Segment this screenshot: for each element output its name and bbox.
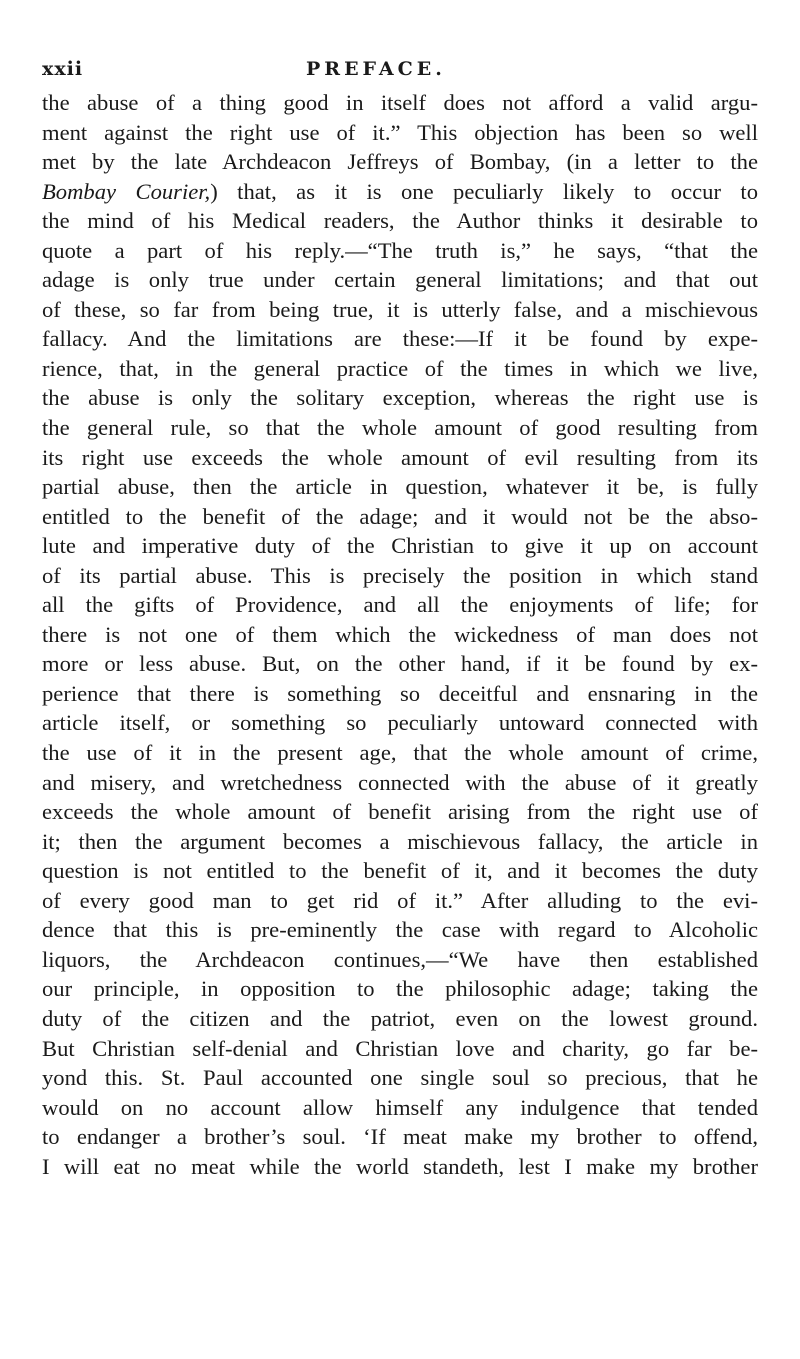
text-line: of these, so far from being true, it is utterly false, and a mischievous [42,296,758,322]
text-line: question is not entitled to the benefit of it, and it becomes the duty [42,858,758,884]
text-line: I will eat no meat while the world standeth, lest I make my brother [42,1153,758,1179]
text-line: met by the late Archdeacon Jeffreys of Bombay, (in a letter to the [42,149,758,175]
page-number: xxii [42,58,84,80]
text-line: perience that there is something so deceitful and ensnaring in the [42,680,758,706]
running-head [42,58,762,88]
text-line: article itself, or something so peculiarly untoward connected with [42,710,758,736]
text-line: more or less abuse. But, on the other hand, if it be found by ex- [42,651,758,677]
text-line: the abuse is only the solitary exception, whereas the right use is [42,385,758,411]
text-line: But Christian self-denial and Christian love and charity, go far be- [42,1035,758,1061]
text-line: the abuse of a thing good in itself does not afford a valid argu- [42,90,758,115]
text-line: there is not one of them which the wickedness of man does not [42,621,758,647]
text-line-rest: ) that, as it is one peculiarly likely to occur to [210,178,758,204]
text-line: dence that this is pre-eminently the case with regard to Alcoholic [42,917,758,943]
text-line: ment against the right use of it.” This objection has been so well [42,119,758,145]
text-line: the mind of his Medical readers, the Author thinks it desirable to [42,208,758,234]
text-line: the general rule, so that the whole amount of good resulting from [42,415,758,441]
text-line: lute and imperative duty of the Christian to give it up on account [42,533,758,559]
text-line: the use of it in the present age, that the whole amount of crime, [42,740,758,766]
text-line: rience, that, in the general practice of the times in which we live, [42,355,758,381]
text-line: it; then the argument becomes a mischievous fallacy, the article in [42,828,758,854]
text-line: liquors, the Archdeacon continues,—“We have then established [42,946,758,972]
text-line: duty of the citizen and the patriot, even on the lowest ground. [42,1005,758,1031]
text-line: all the gifts of Providence, and all the enjoyments of life; for [42,592,758,618]
text-line: our principle, in opposition to the philosophic adage; taking the [42,976,758,1002]
text-line: adage is only true under certain general limitations; and that out [42,267,758,293]
text-line: quote a part of his reply.—“The truth is,” he says, “that the [42,237,758,263]
text-line: of every good man to get rid of it.” After alluding to the evi- [42,887,758,913]
text-line: of its partial abuse. This is precisely the position in which stand [42,562,758,588]
text-line: to endanger a brother’s soul. ‘If meat make my brother to offend, [42,1124,758,1150]
text-line: fallacy. And the limitations are these:—If it be found by expe- [42,326,758,352]
text-line: yond this. St. Paul accounted one single soul so precious, that he [42,1065,758,1091]
body-paragraph [42,88,758,1181]
newspaper-title: Bombay Courier, [42,178,211,204]
text-line: exceeds the whole amount of benefit arising from the right use of [42,799,758,825]
text-line: entitled to the benefit of the adage; and it would not be the abso- [42,503,758,529]
text-line: would on no account allow himself any indulgence that tended [42,1094,758,1120]
text-line-italic-title [42,177,758,207]
running-title: PREFACE. [306,58,446,80]
text-line: and misery, and wretchedness connected with the abuse of it greatly [42,769,758,795]
text-line: its right use exceeds the whole amount of evil resulting from its [42,444,758,470]
text-line: partial abuse, then the article in question, whatever it be, is fully [42,474,758,500]
